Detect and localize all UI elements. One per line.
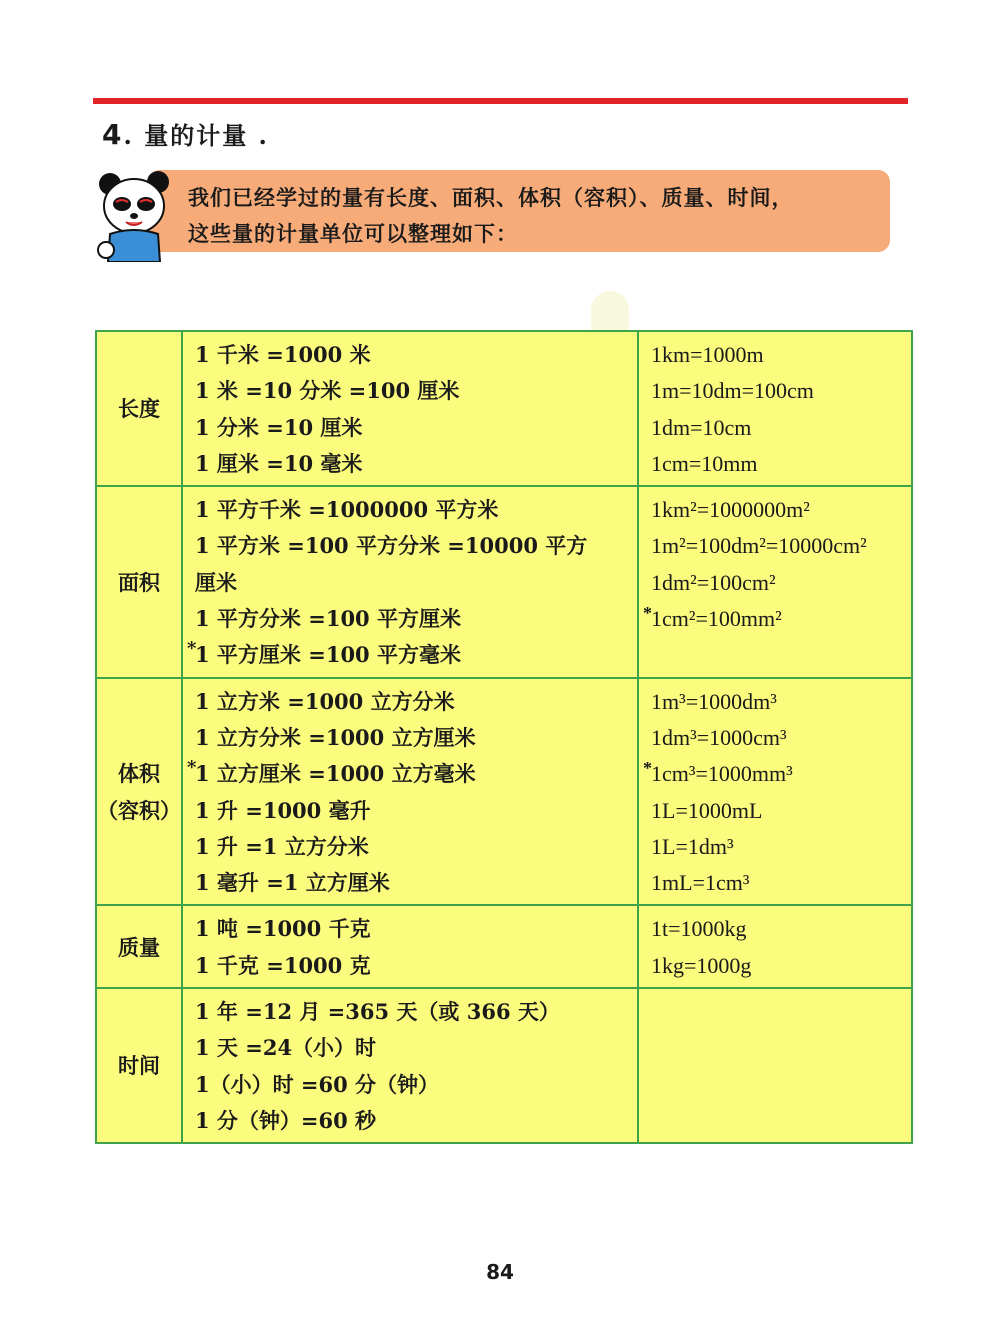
intro-line-2: 这些量的计量单位可以整理如下： [188, 221, 518, 246]
en-line: 1m=10dm=100cm [651, 378, 814, 404]
en-line: 1cm=10mm [651, 450, 758, 476]
cn-line-text: 1 平方厘米 =100 平方毫米 [195, 642, 461, 668]
star-mark: * [187, 757, 197, 779]
table-row-area [96, 486, 912, 677]
section-heading [102, 116, 269, 151]
table-row-mass [96, 905, 912, 988]
en-line: 1dm³=1000cm³ [651, 724, 787, 750]
en-line: 1L=1000mL [651, 797, 763, 823]
cn-line: 1 分米 =10 厘米 [195, 414, 363, 440]
en-line: 1m²=100dm²=10000cm² [651, 533, 867, 559]
cn-line: 1 升 =1 立方分米 [195, 833, 369, 859]
page-number: 84 [486, 1260, 514, 1284]
cn-line: 1 千克 =1000 克 [195, 952, 371, 978]
cn-line: 1 米 =10 分米 =100 厘米 [195, 378, 460, 404]
en-cell-mass [638, 905, 912, 988]
en-cell-length [638, 331, 912, 486]
category-area: 面积 [96, 486, 182, 677]
en-cell-time [638, 988, 912, 1143]
table-row-time [96, 988, 912, 1143]
cn-line: 1 千米 =1000 米 [195, 342, 371, 367]
units-table [95, 330, 913, 1144]
cn-line-starred [187, 756, 637, 792]
en-line-starred [643, 756, 911, 792]
intro-text [188, 180, 888, 252]
category-mass: 质量 [96, 905, 182, 988]
en-line: 1t=1000kg [651, 916, 747, 942]
panda-mascot-icon [96, 170, 176, 262]
en-line: 1L=1dm³ [651, 833, 734, 859]
cn-line-text: 1 立方厘米 =1000 立方毫米 [195, 761, 476, 787]
section-title: . 量的计量 . [123, 121, 269, 150]
en-cell-area [638, 486, 912, 677]
cn-line: 1 平方米 =100 平方分米 =10000 平方 [195, 533, 588, 559]
cn-line: 1 立方米 =1000 立方分米 [195, 688, 455, 714]
cn-cell-volume [182, 678, 638, 906]
section-number: 4 [102, 118, 124, 151]
en-line: 1mL=1cm³ [651, 870, 750, 896]
cn-line: 1 平方分米 =100 平方厘米 [195, 606, 461, 632]
top-rule [93, 98, 908, 104]
en-line-starred [643, 601, 911, 637]
cn-line: 1 吨 =1000 千克 [195, 916, 371, 942]
intro-line-1: 我们已经学过的量有长度、面积、体积（容积）、质量、时间， [188, 185, 794, 210]
en-line: 1km=1000m [651, 342, 764, 367]
star-mark: * [643, 603, 652, 624]
cn-line: 1（小）时 =60 分（钟） [195, 1071, 440, 1097]
table-row-volume [96, 678, 912, 906]
en-line: 1m³=1000dm³ [651, 688, 777, 714]
category-volume-line2: （容积） [97, 797, 181, 823]
star-mark: * [643, 758, 652, 779]
en-line: 1dm=10cm [651, 414, 752, 440]
cn-cell-mass [182, 905, 638, 988]
category-volume [96, 678, 182, 906]
cn-line-starred [187, 637, 637, 673]
en-line: 1kg=1000g [651, 952, 752, 978]
category-time: 时间 [96, 988, 182, 1143]
cn-cell-length [182, 331, 638, 486]
en-line: 1km²=1000000m² [651, 497, 810, 523]
category-volume-line1: 体积 [118, 761, 160, 787]
cn-line: 1 厘米 =10 毫米 [195, 450, 363, 476]
cn-cell-area [182, 486, 638, 677]
star-mark: * [187, 638, 197, 660]
en-cell-volume [638, 678, 912, 906]
cn-line: 1 分（钟）=60 秒 [195, 1107, 377, 1133]
cn-cell-time [182, 988, 638, 1143]
category-length: 长度 [96, 331, 182, 486]
en-line: 1dm²=100cm² [651, 569, 776, 595]
cn-line: 1 毫升 =1 立方厘米 [195, 870, 390, 896]
cn-line: 厘米 [195, 569, 237, 595]
table-row-length [96, 331, 912, 486]
cn-line: 1 升 =1000 毫升 [195, 797, 371, 823]
cn-line: 1 年 =12 月 =365 天（或 366 天） [195, 999, 560, 1025]
cn-line: 1 平方千米 =1000000 平方米 [195, 497, 499, 523]
en-line-text: 1cm²=100mm² [651, 606, 782, 632]
cn-line: 1 天 =24（小）时 [195, 1035, 377, 1061]
cn-line: 1 立方分米 =1000 立方厘米 [195, 724, 476, 750]
en-line-text: 1cm³=1000mm³ [651, 761, 793, 787]
